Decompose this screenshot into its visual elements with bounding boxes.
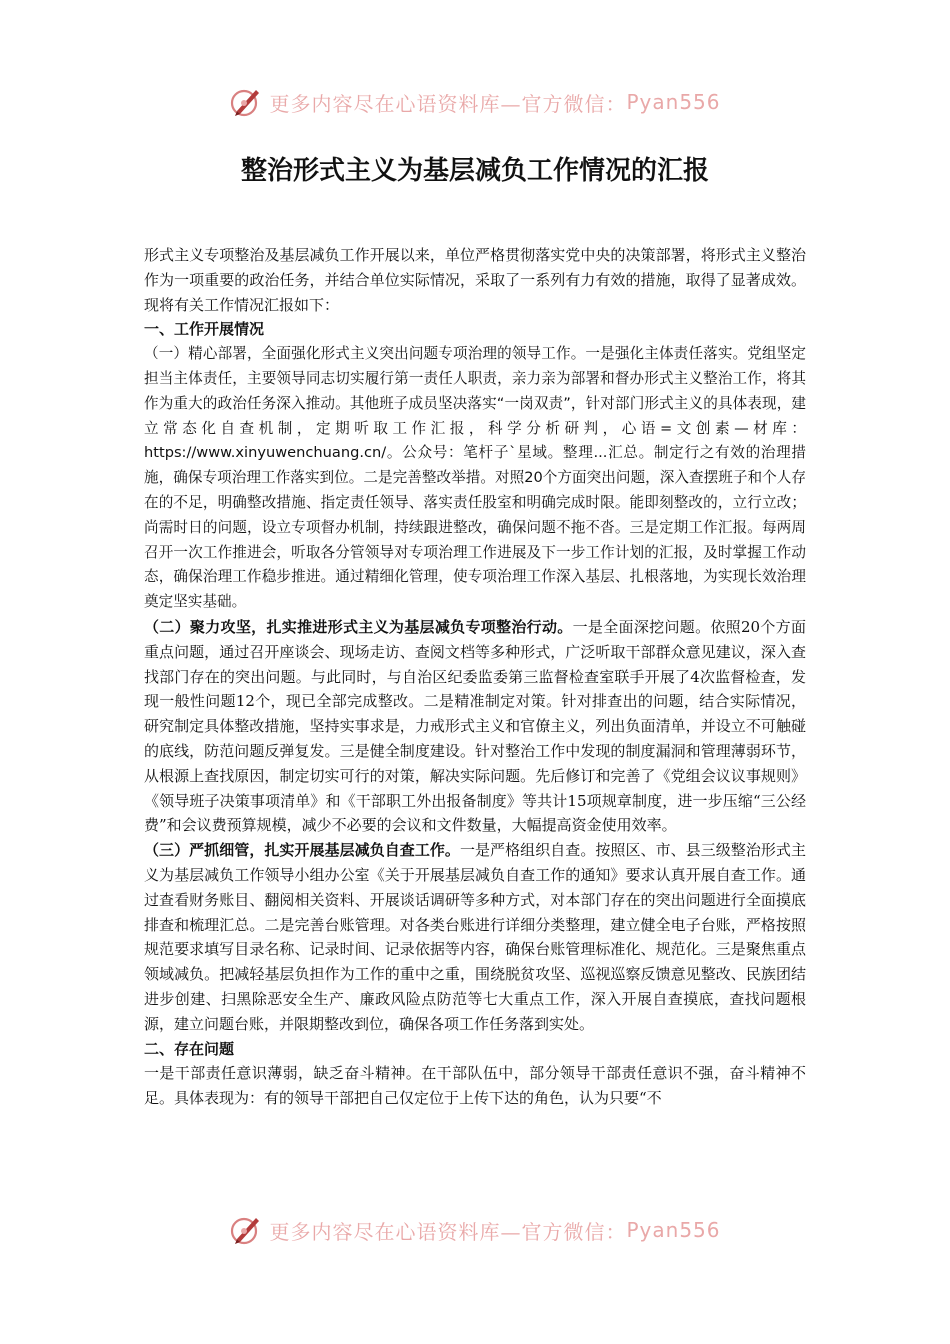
watermark-text: 更多内容尽在心语资料库—官方微信：: [269, 91, 627, 116]
pen-logo-icon: [229, 1213, 263, 1247]
paragraph-2-lead: （二）聚力攻坚，扎实推进形式主义为基层减负专项整治行动。: [144, 617, 573, 636]
paragraph-3: [144, 838, 806, 1036]
intro-paragraph: 形式主义专项整治及基层减负工作开展以来，单位严格贯彻落实党中央的决策部署，将形式主义整治作为一项重要的政治任务，并结合单位实际情况，采取了一系列有力有效的措施，取得了显著成效。现将有关工作情况汇报如下：: [144, 246, 806, 314]
paragraph-2: [144, 615, 806, 838]
paragraph-1: （一）精心部署，全面强化形式主义突出问题专项治理的领导工作。一是强化主体责任落实。党组坚定担当主体责任，主要领导同志切实履行第一责任人职责，亲力亲为部署和督办形式主义整治工作，将其作为重大的政治任务深入推动。其他班子成员坚决落实“一岗双责”，针对部门形式主义的具体表现，建立常态化自查机制，定期听取工作汇报，科学分析研判，心语=文创素—材库：https://www.xinyuwenchuang.cn/。公众号：笔杆子`星域。整理...汇总。制定行之有效的治理措施，确保专项治理工作落实到位。二是完善整改举措。对照20个方面突出问题，深入查摆班子和个人存在的不足，明确整改措施、指定责任领导、落实责任股室和明确完成时限。能即刻整改的，立行立改；尚需时日的问题，设立专项督办机制，持续跟进整改，确保问题不拖不沓。三是定期工作汇报。每两周召开一次工作推进会，听取各分管领导对专项治理工作进展及下一步工作计划的汇报，及时掌握工作动态，确保治理工作稳步推进。通过精细化管理，使专项治理工作深入基层、扎根落地，为实现长效治理奠定坚实基础。: [144, 345, 806, 611]
paragraph-4: 一是干部责任意识薄弱，缺乏奋斗精神。在干部队伍中，部分领导干部责任意识不强，奋斗精神不足。具体表现为：有的领导干部把自己仅定位于上传下达的角色，认为只要“不: [144, 1064, 806, 1108]
page-title: 整治形式主义为基层减负工作情况的汇报: [240, 156, 709, 186]
watermark-wechat-id: Pyan556: [626, 90, 721, 114]
watermark-text: 更多内容尽在心语资料库—官方微信：: [269, 1219, 627, 1244]
watermark-wechat-id: Pyan556: [626, 1218, 721, 1242]
paragraph-3-lead: （三）严抓细管，扎实开展基层减负自查工作。: [144, 841, 460, 860]
paragraph-2-body: 一是全面深挖问题。依照20个方面重点问题，通过召开座谈会、现场走访、查阅文档等多种形式，广泛听取干部群众意见建议，深入查找部门存在的突出问题。与此同时，与自治区纪委监委第三监督检查室联手开展了4次监督检查，发现一般性问题12个，现已全部完成整改。二是精准制定对策。针对排查出的问题，结合实际情况，研究制定具体整改措施，坚持实事求是，力戒形式主义和官僚主义，列出负面清单，并设立不可触碰的底线，防范问题反弹复发。三是健全制度建设。针对整治工作中发现的制度漏洞和管理薄弱环节，从根源上查找原因，制定切实可行的对策，解决实际问题。先后修订和完善了《党组会议议事规则》《领导班子决策事项清单》和《干部职工外出报备制度》等共计15项规章制度，进一步压缩“三公经费”和会议费预算规模，减少不必要的会议和文件数量，大幅提高资金使用效率。: [144, 617, 806, 835]
document-body: [144, 243, 806, 1111]
section-heading-2: 二、存在问题: [144, 1039, 235, 1058]
paragraph-3-body: 一是严格组织自查。按照区、市、县三级整治形式主义为基层减负工作领导小组办公室《关于开展基层减负自查工作的通知》要求认真开展自查工作。通过查看财务账目、翻阅相关资料、开展谈话调研等多种方式，对本部门存在的突出问题进行全面摸底排查和梳理汇总。二是完善台账管理。对各类台账进行详细分类整理，建立健全电子台账，严格按照规范要求填写目录名称、记录时间、记录依据等内容，确保台账管理标准化、规范化。三是聚焦重点领域减负。把减轻基层负担作为工作的重中之重，围绕脱贫攻坚、巡视巡察反馈意见整改、民族团结进步创建、扫黑除恶安全生产、廉政风险点防范等七大重点工作，深入开展自查摸底，查找问题根源，建立问题台账，并限期整改到位，确保各项工作任务落到实处。: [144, 841, 806, 1033]
pen-logo-icon: [229, 85, 263, 119]
watermark-header: [0, 82, 950, 122]
watermark-footer: [0, 1210, 950, 1250]
section-heading-1: 一、工作开展情况: [144, 320, 265, 339]
